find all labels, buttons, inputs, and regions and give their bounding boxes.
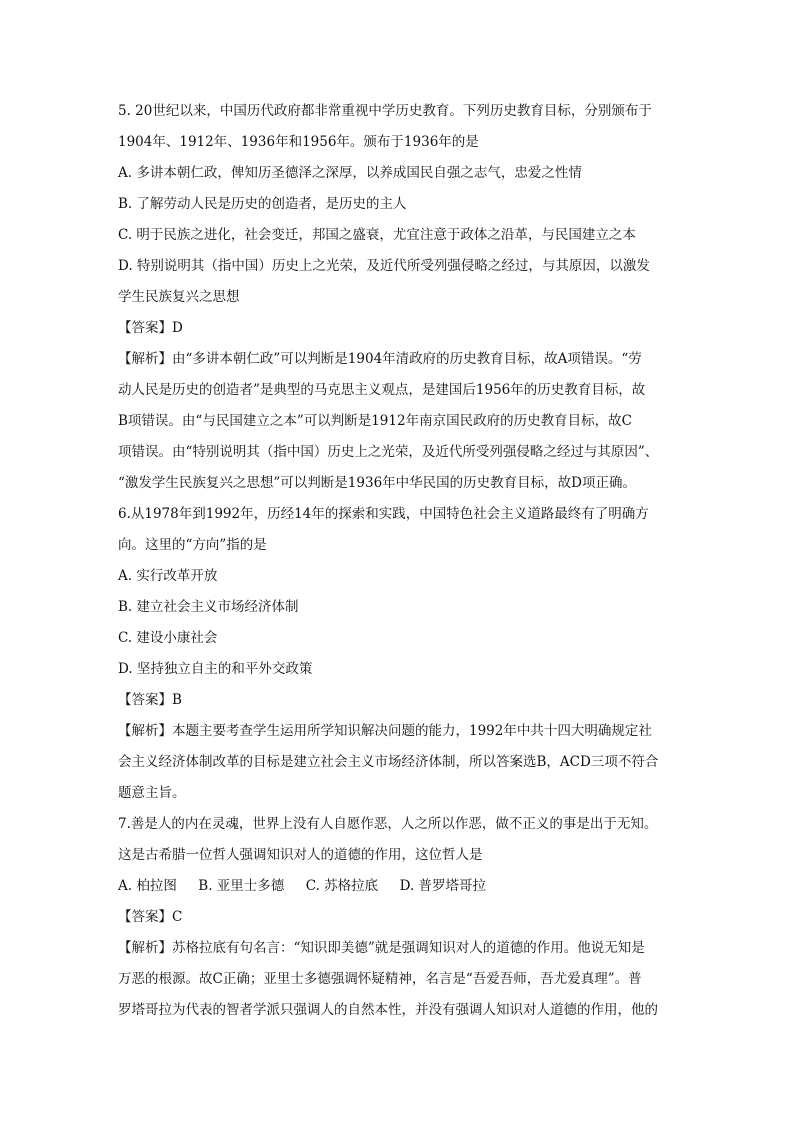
question-5-option-b: B. 了解劳动人民是历史的创造者，是历史的主人 <box>118 196 407 212</box>
question-6-answer: 【答案】B <box>118 692 182 708</box>
document-page <box>118 96 688 1026</box>
question-6-option-d: D. 坚持独立自主的和平外交政策 <box>118 661 313 677</box>
question-5-option-d: D. 特别说明其（指中国）历史上之光荣，及近代所受列强侵略之经过，与其原因，以激发 <box>118 258 650 274</box>
question-7-answer: 【答案】C <box>118 909 183 925</box>
question-6-analysis-line-2: 会主义经济体制改革的目标是建立社会主义市场经济体制，所以答案选B，ACD三项不符合 <box>118 754 659 770</box>
question-6-option-b: B. 建立社会主义市场经济体制 <box>118 599 299 615</box>
question-5-answer: 【答案】D <box>118 320 183 336</box>
question-5-analysis-line-4: 项错误。由“特别说明其（指中国）历史上之光荣，及近代所受列强侵略之经过与其原因”、 <box>118 444 659 460</box>
question-5-option-a: A. 多讲本朝仁政，俾知历圣德泽之深厚，以养成国民自强之志气，忠爱之性情 <box>118 165 582 181</box>
question-6-analysis-line-3: 题意主旨。 <box>118 785 186 801</box>
question-6-stem-line-2: 向。这里的“方向”指的是 <box>118 537 267 553</box>
question-7-analysis-line-3: 罗塔哥拉为代表的智者学派只强调人的自然本性，并没有强调人知识对人道德的作用，他的 <box>118 1002 658 1018</box>
question-5-option-c: C. 明于民族之进化，社会变迁，邦国之盛衰，尤宜注意于政体之沿革，与民国建立之本 <box>118 227 636 243</box>
question-5-analysis-line-2: 动人民是历史的创造者”是典型的马克思主义观点，是建国后1956年的历史教育目标，故 <box>118 382 646 398</box>
question-7-stem-line-1: 7.善是人的内在灵魂，世界上没有人自愿作恶，人之所以作恶，做不正义的事是出于无知。 <box>118 816 658 832</box>
question-7-stem-line-2: 这是古希腊一位哲人强调知识对人的道德的作用，这位哲人是 <box>118 847 483 863</box>
question-5-analysis-line-5: “激发学生民族复兴之思想”可以判断是1936年中华民国的历史教育目标，故D项正确。 <box>118 475 636 491</box>
question-5-stem-line-1: 5. 20世纪以来，中国历代政府都非常重视中学历史教育。下列历史教育目标，分别颁布于 <box>118 103 652 119</box>
question-5-option-d-cont: 学生民族复兴之思想 <box>118 289 240 305</box>
question-6-option-a: A. 实行改革开放 <box>118 568 218 584</box>
question-5-stem-line-2: 1904年、1912年、1936年和1956年。颁布于1936年的是 <box>118 134 479 150</box>
question-5-analysis-line-1: 【解析】由“多讲本朝仁政”可以判断是1904年清政府的历史教育目标，故A项错误。“劳 <box>118 351 642 367</box>
question-7-options: A. 柏拉图 B. 亚里士多德 C. 苏格拉底 D. 普罗塔哥拉 <box>118 878 487 894</box>
question-6-option-c: C. 建设小康社会 <box>118 630 218 646</box>
question-7-analysis-line-2: 万恶的根源。故C正确；亚里士多德强调怀疑精神，名言是“吾爱吾师，吾尤爱真理”。普 <box>118 971 642 987</box>
question-6-stem-line-1: 6.从1978年到1992年，历经14年的探索和实践，中国特色社会主义道路最终有了明确方 <box>118 506 649 522</box>
question-7-analysis-line-1: 【解析】苏格拉底有句名言：“知识即美德”就是强调知识对人的道德的作用。他说无知是 <box>118 940 645 956</box>
question-6-analysis-line-1: 【解析】本题主要考查学生运用所学知识解决问题的能力，1992年中共十四大明确规定社 <box>118 723 652 739</box>
question-5-analysis-line-3: B项错误。由“与民国建立之本”可以判断是1912年南京国民政府的历史教育目标，故C <box>118 413 632 429</box>
